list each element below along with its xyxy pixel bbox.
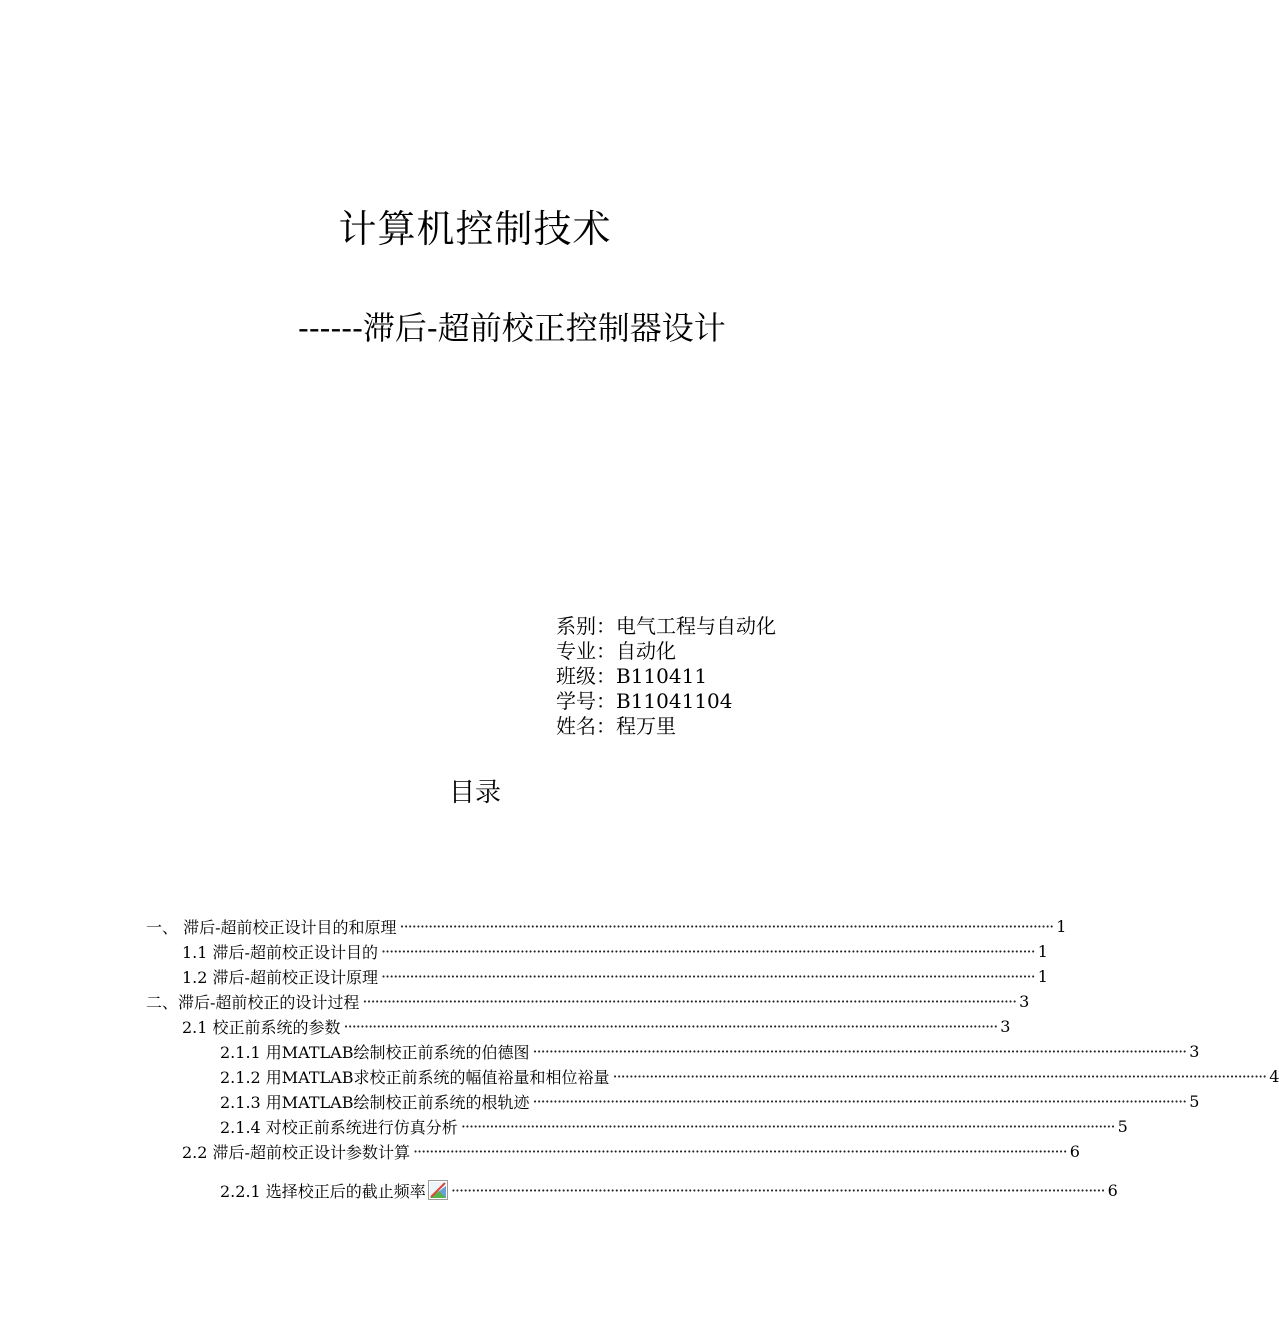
toc-entry[interactable] [220,1064,1279,1088]
info-name [556,714,776,739]
toc-leader-dots: ································································································································································ [460,1116,1115,1136]
toc-leader-dots: ································································································································································ [380,966,1035,986]
toc-entry-page: 3 [1189,1041,1200,1061]
toc-leader-dots: ································································································································································ [362,991,1017,1011]
toc-entry[interactable] [146,914,1067,938]
toc-entry-label: 1.1 滞后-超前校正设计目的 [182,942,378,962]
toc-leader-dots: ································································································································································ [380,941,1035,961]
toc-entry-label: 2.1.4 对校正前系统进行仿真分析 [220,1117,458,1137]
toc-entry-label: 一、 滞后-超前校正设计目的和原理 [146,917,397,937]
info-label: 专业： [556,639,616,663]
toc-entry-page: 6 [1069,1141,1080,1161]
info-value: 程万里 [616,714,676,738]
toc-entry-label: 2.1 校正前系统的参数 [182,1017,341,1037]
toc-entry-page: 3 [1000,1016,1011,1036]
toc-leader-dots: ································································································································································ [450,1180,1105,1200]
toc-entry-page: 1 [1037,941,1048,961]
toc-entry[interactable] [182,964,1048,988]
broken-image-icon [428,1180,448,1200]
toc-leader-dots: ································································································································································ [399,916,1054,936]
toc-entry-page: 5 [1189,1091,1200,1111]
info-label: 学号： [556,689,616,713]
toc-entry-page: 4 [1269,1066,1279,1086]
document-subtitle: ------滞后-超前校正控制器设计 [298,309,726,347]
info-value: 电气工程与自动化 [616,614,776,638]
toc-entry-page: 5 [1117,1116,1128,1136]
toc-entry[interactable] [220,1039,1200,1063]
info-major [556,639,776,664]
toc-heading: 目录 [448,778,501,808]
toc-entry[interactable] [182,1139,1080,1163]
toc-entry-page: 3 [1019,991,1030,1011]
toc-entry[interactable] [182,1014,1011,1038]
toc-entry[interactable] [220,1178,1118,1202]
toc-entry[interactable] [182,939,1048,963]
toc-entry-label: 2.1.2 用MATLAB求校正前系统的幅值裕量和相位裕量 [220,1067,610,1087]
info-value: B11041104 [616,689,733,713]
document-title: 计算机控制技术 [338,207,612,251]
info-department [556,614,776,639]
info-class [556,664,776,689]
toc-entry[interactable] [146,989,1030,1013]
toc-entry-label: 1.2 滞后-超前校正设计原理 [182,967,378,987]
info-value: B110411 [616,664,708,688]
toc-entry-label: 2.1.1 用MATLAB绘制校正前系统的伯德图 [220,1042,530,1062]
toc-entry-page: 1 [1037,966,1048,986]
toc-entry-label: 2.2 滞后-超前校正设计参数计算 [182,1142,410,1162]
toc-leader-dots: ································································································································································ [532,1041,1187,1061]
student-info [556,614,776,739]
info-label: 系别： [556,614,616,638]
info-student-id [556,689,776,714]
toc-entry-page: 1 [1056,916,1067,936]
toc-entry-page: 6 [1107,1180,1118,1200]
toc-entry[interactable] [220,1089,1200,1113]
info-label: 姓名： [556,714,616,738]
toc-leader-dots: ································································································································································ [412,1141,1067,1161]
toc-entry-label: 二、滞后-超前校正的设计过程 [146,992,360,1012]
toc-entry[interactable] [220,1114,1128,1138]
info-label: 班级： [556,664,616,688]
toc-leader-dots: ································································································································································ [532,1091,1187,1111]
info-value: 自动化 [616,639,676,663]
toc-entry-label: 2.1.3 用MATLAB绘制校正前系统的根轨迹 [220,1092,530,1112]
toc-leader-dots: ································································································································································ [612,1066,1267,1086]
toc-leader-dots: ································································································································································ [343,1016,998,1036]
toc-entry-label: 2.2.1 选择校正后的截止频率 [220,1181,426,1201]
